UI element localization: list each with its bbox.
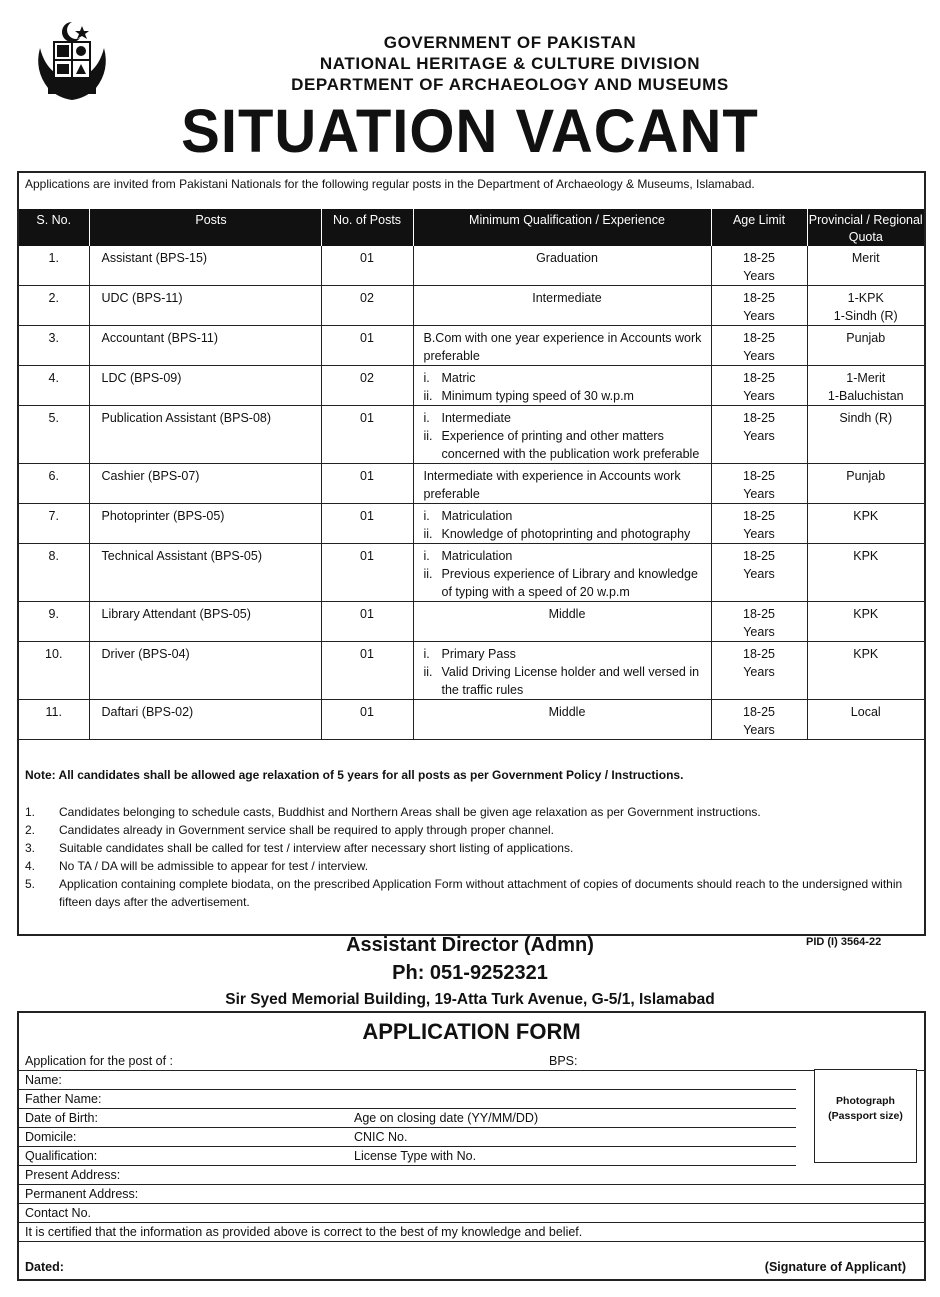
table-row <box>19 246 924 286</box>
quota-text: Local <box>850 705 881 719</box>
col-header-num: No. of Posts <box>321 209 413 246</box>
cell-age-limit <box>711 700 807 740</box>
cell-age-limit <box>711 602 807 642</box>
dob-label: Date of Birth: <box>25 1111 98 1125</box>
qualification-text: B.Com with one year experience in Accounts work preferable <box>423 331 702 363</box>
cell-quota <box>807 406 924 464</box>
quota-text: 1-Merit <box>846 371 886 385</box>
intro-text: Applications are invited from Pakistani Nationals for the following regular posts in the Department of Archaeology & Museums, Islamabad. <box>25 177 755 191</box>
cell-sno: 11. <box>19 700 89 740</box>
cnic-label: CNIC No. <box>354 1130 408 1144</box>
cell-num-posts: 01 <box>321 246 413 286</box>
post-label: Application for the post of : <box>25 1054 174 1068</box>
cell-post: Daftari (BPS-02) <box>89 700 321 740</box>
instruction-item: 5. Application containing complete biodata, on the prescribed Application Form without attachment of copies of documents should reach to the undersigned within fifteen days after the advertisement. <box>25 877 903 909</box>
cell-post: Driver (BPS-04) <box>89 642 321 700</box>
cell-sno: 6. <box>19 464 89 504</box>
age-limit-text: 18-25 Years <box>743 607 775 639</box>
cell-post: Library Attendant (BPS-05) <box>89 602 321 642</box>
cell-qualification <box>413 326 711 366</box>
bps-label: BPS: <box>549 1054 578 1068</box>
cell-age-limit <box>711 406 807 464</box>
quota-text: 1-KPK <box>847 291 884 305</box>
table-header-row <box>19 209 924 246</box>
table-row <box>19 544 924 602</box>
cell-age-limit <box>711 544 807 602</box>
qualification-item: i. Primary Pass <box>423 647 516 661</box>
table-row <box>19 464 924 504</box>
page-title: SITUATION VACANT <box>181 97 759 166</box>
cell-age-limit <box>711 504 807 544</box>
cell-quota <box>807 464 924 504</box>
contact-address: Sir Syed Memorial Building, 19-Atta Turk Avenue, G-5/1, Islamabad <box>225 991 715 1008</box>
cell-num-posts: 01 <box>321 700 413 740</box>
qualification-item: i. Matric <box>423 371 476 385</box>
header-line-department: DEPARTMENT OF ARCHAEOLOGY AND MUSEUMS <box>291 75 729 94</box>
table-row <box>19 406 924 464</box>
advertisement-box <box>17 171 926 936</box>
table-row <box>19 286 924 326</box>
cell-qualification <box>413 366 711 406</box>
contact-phone: Ph: 051-9252321 <box>392 962 548 984</box>
age-limit-text: 18-25 Years <box>743 647 775 679</box>
qualification-item: ii. Knowledge of photoprinting and photography <box>423 527 691 541</box>
signature-label[interactable]: (Signature of Applicant) <box>764 1260 906 1274</box>
instruction-item: 1. Candidates belonging to schedule casts, Buddhist and Northern Areas shall be given age relaxation as per Government instructions. <box>25 805 761 819</box>
certify-text: It is certified that the information as provided above is correct to the best of my knowledge and belief. <box>25 1225 583 1239</box>
qualification-text: Intermediate <box>532 291 602 305</box>
note-text: Note: All candidates shall be allowed age relaxation of 5 years for all posts as per Government Policy / Instructions. <box>25 768 684 782</box>
instructions-list <box>25 803 920 911</box>
qualification-item: i. Matriculation <box>423 549 513 563</box>
cell-qualification <box>413 464 711 504</box>
cell-num-posts: 02 <box>321 286 413 326</box>
age-limit-text: 18-25 Years <box>743 705 775 737</box>
cell-num-posts: 01 <box>321 642 413 700</box>
col-header-posts: Posts <box>89 209 321 246</box>
cell-post: Cashier (BPS-07) <box>89 464 321 504</box>
contact-block <box>60 931 880 1013</box>
quota-text: KPK <box>853 607 879 621</box>
col-header-qualification: Minimum Qualification / Experience <box>413 209 711 246</box>
header-line-government: GOVERNMENT OF PAKISTAN <box>383 33 637 52</box>
qualification-item: ii. Minimum typing speed of 30 w.p.m <box>423 389 634 403</box>
qualification-item: i. Matriculation <box>423 509 513 523</box>
age-limit-text: 18-25 Years <box>743 371 775 403</box>
form-row-certify <box>19 1224 924 1242</box>
qualification-item: i. Intermediate <box>423 411 511 425</box>
cell-sno: 10. <box>19 642 89 700</box>
col-header-sno: S. No. <box>19 209 89 246</box>
cell-age-limit <box>711 326 807 366</box>
pid-code: PID (I) 3564-22 <box>806 936 882 948</box>
age-limit-text: 18-25 Years <box>743 509 775 541</box>
form-row-dob[interactable] <box>19 1110 796 1128</box>
qualification-item: ii. Experience of printing and other matters concerned with the publication work preferable <box>423 429 700 461</box>
photograph-box[interactable] <box>814 1069 917 1163</box>
cell-sno: 2. <box>19 286 89 326</box>
cell-qualification <box>413 544 711 602</box>
age-limit-text: 18-25 Years <box>743 251 775 283</box>
cell-qualification <box>413 286 711 326</box>
posts-table-body <box>19 246 924 740</box>
age-limit-text: 18-25 Years <box>743 291 775 323</box>
age-limit-text: 18-25 Years <box>743 549 775 581</box>
col-header-quota: Provincial / Regional Quota <box>807 209 924 246</box>
cell-quota <box>807 246 924 286</box>
present-address-label: Present Address: <box>25 1168 121 1182</box>
quota-text: Punjab <box>846 469 886 483</box>
qualification-text: Graduation <box>536 251 598 265</box>
form-row-father[interactable] <box>19 1091 796 1109</box>
form-row-qualification[interactable] <box>19 1148 796 1166</box>
qualification-item: ii. Previous experience of Library and knowledge of typing with a speed of 20 w.p.m <box>423 567 698 599</box>
cell-quota <box>807 504 924 544</box>
cell-sno: 7. <box>19 504 89 544</box>
quota-text: Merit <box>851 251 880 265</box>
cell-quota <box>807 642 924 700</box>
posts-table <box>19 209 924 740</box>
table-row <box>19 602 924 642</box>
instruction-item: 4. No TA / DA will be admissible to appear for test / interview. <box>25 859 369 873</box>
cell-num-posts: 01 <box>321 326 413 366</box>
cell-num-posts: 01 <box>321 602 413 642</box>
table-row <box>19 700 924 740</box>
cell-num-posts: 01 <box>321 406 413 464</box>
table-row <box>19 326 924 366</box>
cell-quota <box>807 326 924 366</box>
form-row-name[interactable] <box>19 1072 796 1090</box>
state-emblem-icon <box>30 18 114 102</box>
cell-sno: 5. <box>19 406 89 464</box>
cell-qualification <box>413 642 711 700</box>
license-label: License Type with No. <box>354 1149 477 1163</box>
cell-quota <box>807 602 924 642</box>
cell-age-limit <box>711 464 807 504</box>
cell-qualification <box>413 504 711 544</box>
application-form <box>17 1011 926 1281</box>
form-title: APPLICATION FORM <box>362 1019 581 1044</box>
age-closing-label: Age on closing date (YY/MM/DD) <box>354 1111 539 1125</box>
age-limit-text: 18-25 Years <box>743 411 775 443</box>
cell-post: Publication Assistant (BPS-08) <box>89 406 321 464</box>
quota-text: 1-Baluchistan <box>827 389 904 403</box>
contact-title: Assistant Director (Admn) <box>346 934 594 956</box>
qualification-text: Middle <box>548 705 586 719</box>
contact-no-label: Contact No. <box>25 1206 92 1220</box>
cell-post: Accountant (BPS-11) <box>89 326 321 366</box>
cell-age-limit <box>711 286 807 326</box>
permanent-address-label: Permanent Address: <box>25 1187 139 1201</box>
cell-qualification <box>413 602 711 642</box>
cell-num-posts: 01 <box>321 464 413 504</box>
col-header-age: Age Limit <box>711 209 807 246</box>
name-label: Name: <box>25 1073 62 1087</box>
cell-sno: 3. <box>19 326 89 366</box>
quota-text: Punjab <box>846 331 886 345</box>
quota-text: KPK <box>853 647 879 661</box>
form-row-post[interactable] <box>19 1053 924 1071</box>
form-row-present-address[interactable] <box>19 1167 924 1185</box>
cell-quota <box>807 366 924 406</box>
cell-quota <box>807 700 924 740</box>
cell-qualification <box>413 246 711 286</box>
cell-sno: 8. <box>19 544 89 602</box>
cell-num-posts: 01 <box>321 544 413 602</box>
cell-qualification <box>413 406 711 464</box>
instruction-item: 3. Suitable candidates shall be called for test / interview after necessary short listing of applications. <box>25 841 574 855</box>
cell-post: LDC (BPS-09) <box>89 366 321 406</box>
form-row-permanent-address[interactable] <box>19 1186 924 1204</box>
table-row <box>19 504 924 544</box>
cell-age-limit <box>711 642 807 700</box>
quota-text: KPK <box>853 549 879 563</box>
cell-age-limit <box>711 366 807 406</box>
cell-post: UDC (BPS-11) <box>89 286 321 326</box>
header <box>0 0 940 170</box>
cell-sno: 1. <box>19 246 89 286</box>
dated-label[interactable]: Dated: <box>25 1260 64 1274</box>
qualification-text: Intermediate with experience in Accounts work preferable <box>423 469 681 501</box>
cell-sno: 9. <box>19 602 89 642</box>
form-row-contact[interactable] <box>19 1205 924 1223</box>
father-name-label: Father Name: <box>25 1092 102 1106</box>
table-row <box>19 366 924 406</box>
cell-post: Technical Assistant (BPS-05) <box>89 544 321 602</box>
cell-quota <box>807 286 924 326</box>
qualification-label: Qualification: <box>25 1149 98 1163</box>
photo-label: Photograph <box>836 1095 895 1107</box>
age-limit-text: 18-25 Years <box>743 469 775 501</box>
cell-num-posts: 02 <box>321 366 413 406</box>
quota-text: KPK <box>853 509 879 523</box>
form-row-domicile[interactable] <box>19 1129 796 1147</box>
age-limit-text: 18-25 Years <box>743 331 775 363</box>
photo-size-label: (Passport size) <box>828 1110 903 1122</box>
cell-quota <box>807 544 924 602</box>
table-row <box>19 642 924 700</box>
cell-qualification <box>413 700 711 740</box>
cell-age-limit <box>711 246 807 286</box>
cell-post: Assistant (BPS-15) <box>89 246 321 286</box>
domicile-label: Domicile: <box>25 1130 77 1144</box>
quota-text: Sindh (R) <box>839 411 893 425</box>
qualification-item: ii. Valid Driving License holder and well versed in the traffic rules <box>423 665 700 697</box>
quota-text: 1-Sindh (R) <box>833 309 898 323</box>
cell-num-posts: 01 <box>321 504 413 544</box>
qualification-text: Middle <box>548 607 586 621</box>
instruction-item: 2. Candidates already in Government service shall be required to apply through proper channel. <box>25 823 554 837</box>
cell-sno: 4. <box>19 366 89 406</box>
cell-post: Photoprinter (BPS-05) <box>89 504 321 544</box>
header-line-division: NATIONAL HERITAGE & CULTURE DIVISION <box>319 54 701 73</box>
